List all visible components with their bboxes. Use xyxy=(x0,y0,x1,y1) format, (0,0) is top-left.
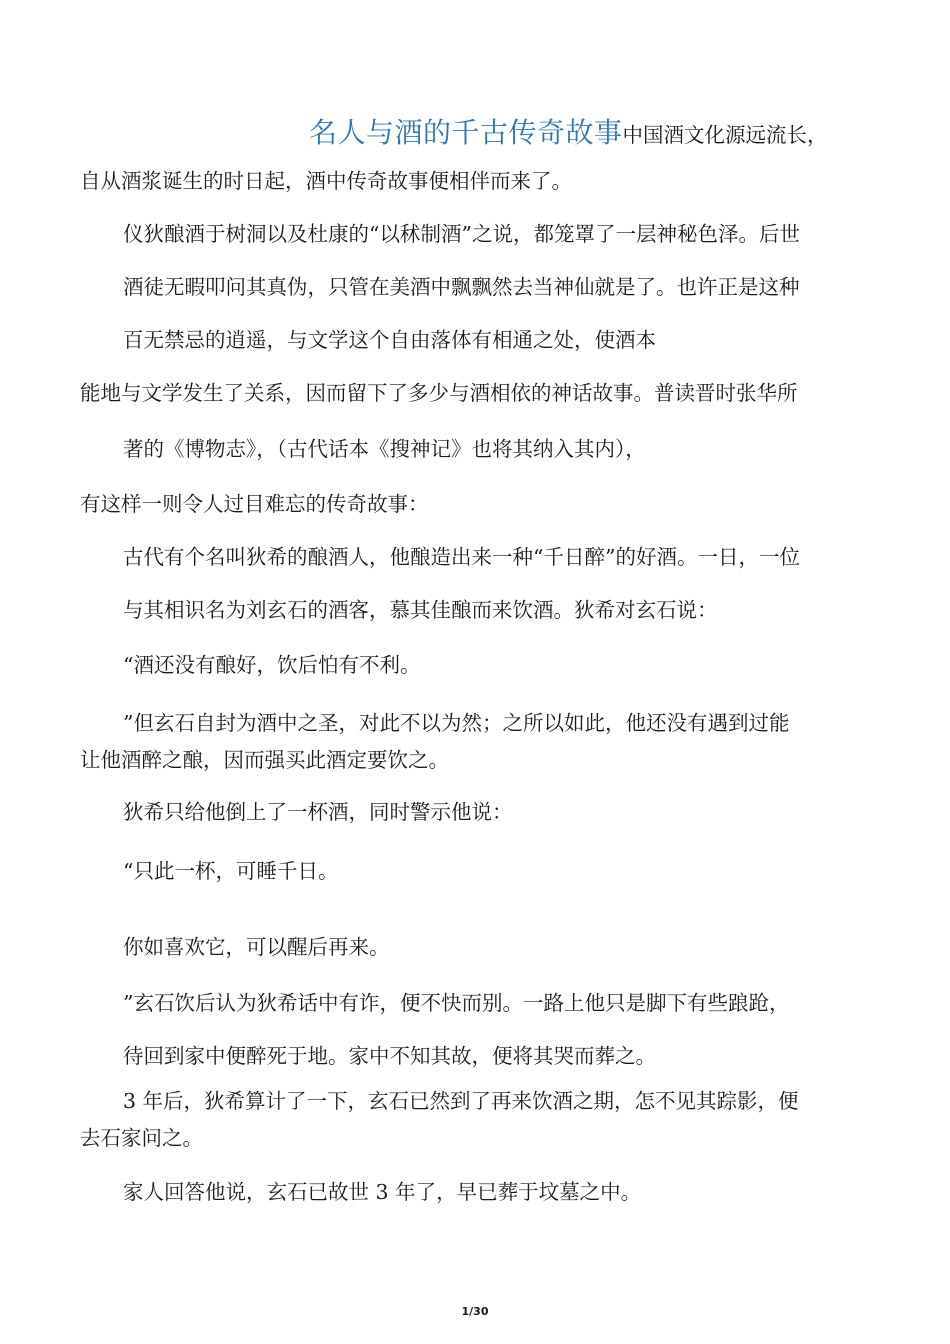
body-line: 有这样一则令人过目难忘的传奇故事： xyxy=(80,492,429,516)
title-line xyxy=(309,116,828,154)
body-line: 百无禁忌的逍遥，与文学这个自由落体有相通之处，使酒本 xyxy=(123,328,656,352)
body-line: ”玄石饮后认为狄希话中有诈，便不快而别。一路上他只是脚下有些踉跄， xyxy=(123,991,790,1015)
body-line: 狄希只给他倒上了一杯酒，同时警示他说： xyxy=(123,800,513,824)
body-line: “只此一杯，可睡千日。 xyxy=(123,859,339,883)
body-line: 著的《博物志》，（古代话本《搜神记》也将其纳入其内）， xyxy=(123,437,646,461)
body-line: 待回到家中便醉死于地。家中不知其故，便将其哭而葬之。 xyxy=(123,1044,656,1068)
body-line: 3 年后，狄希算计了一下，玄石已然到了再来饮酒之期，怎不见其踪影，便 xyxy=(123,1089,799,1113)
body-line: 你如喜欢它，可以醒后再来。 xyxy=(123,935,390,959)
body-line: 古代有个名叫狄希的酿酒人，他酿造出来一种“千日醉”的好酒。一日，一位 xyxy=(123,545,800,569)
page-number: 1/30 xyxy=(461,1305,489,1318)
body-line: ”但玄石自封为酒中之圣，对此不以为然；之所以如此，他还没有遇到过能 xyxy=(123,711,790,735)
body-line: 自从酒浆诞生的时日起，酒中传奇故事便相伴而来了。 xyxy=(80,169,572,193)
body-line: 去石家问之。 xyxy=(80,1126,203,1150)
body-line: 家人回答他说，玄石已故世 3 年了，早已葬于坟墓之中。 xyxy=(123,1180,642,1204)
body-line: 能地与文学发生了关系，因而留下了多少与酒相依的神话故事。普读晋时张华所 xyxy=(80,381,798,405)
body-line: 让他酒醉之酿，因而强买此酒定要饮之。 xyxy=(80,748,449,772)
document-title: 名人与酒的千古传奇故事 xyxy=(309,116,623,149)
body-line: 酒徒无暇叩问其真伪，只管在美酒中飘飘然去当神仙就是了。也许正是这种 xyxy=(123,275,800,299)
body-line: 仪狄酿酒于树洞以及杜康的“以秫制酒”之说，都笼罩了一层神秘色泽。后世 xyxy=(123,222,800,246)
body-line: 与其相识名为刘玄石的酒客，慕其佳酿而来饮酒。狄希对玄石说： xyxy=(123,598,718,622)
title-trailing-text: 中国酒文化源远流长， xyxy=(622,123,828,147)
body-line: “酒还没有酿好，饮后怕有不利。 xyxy=(123,653,421,677)
